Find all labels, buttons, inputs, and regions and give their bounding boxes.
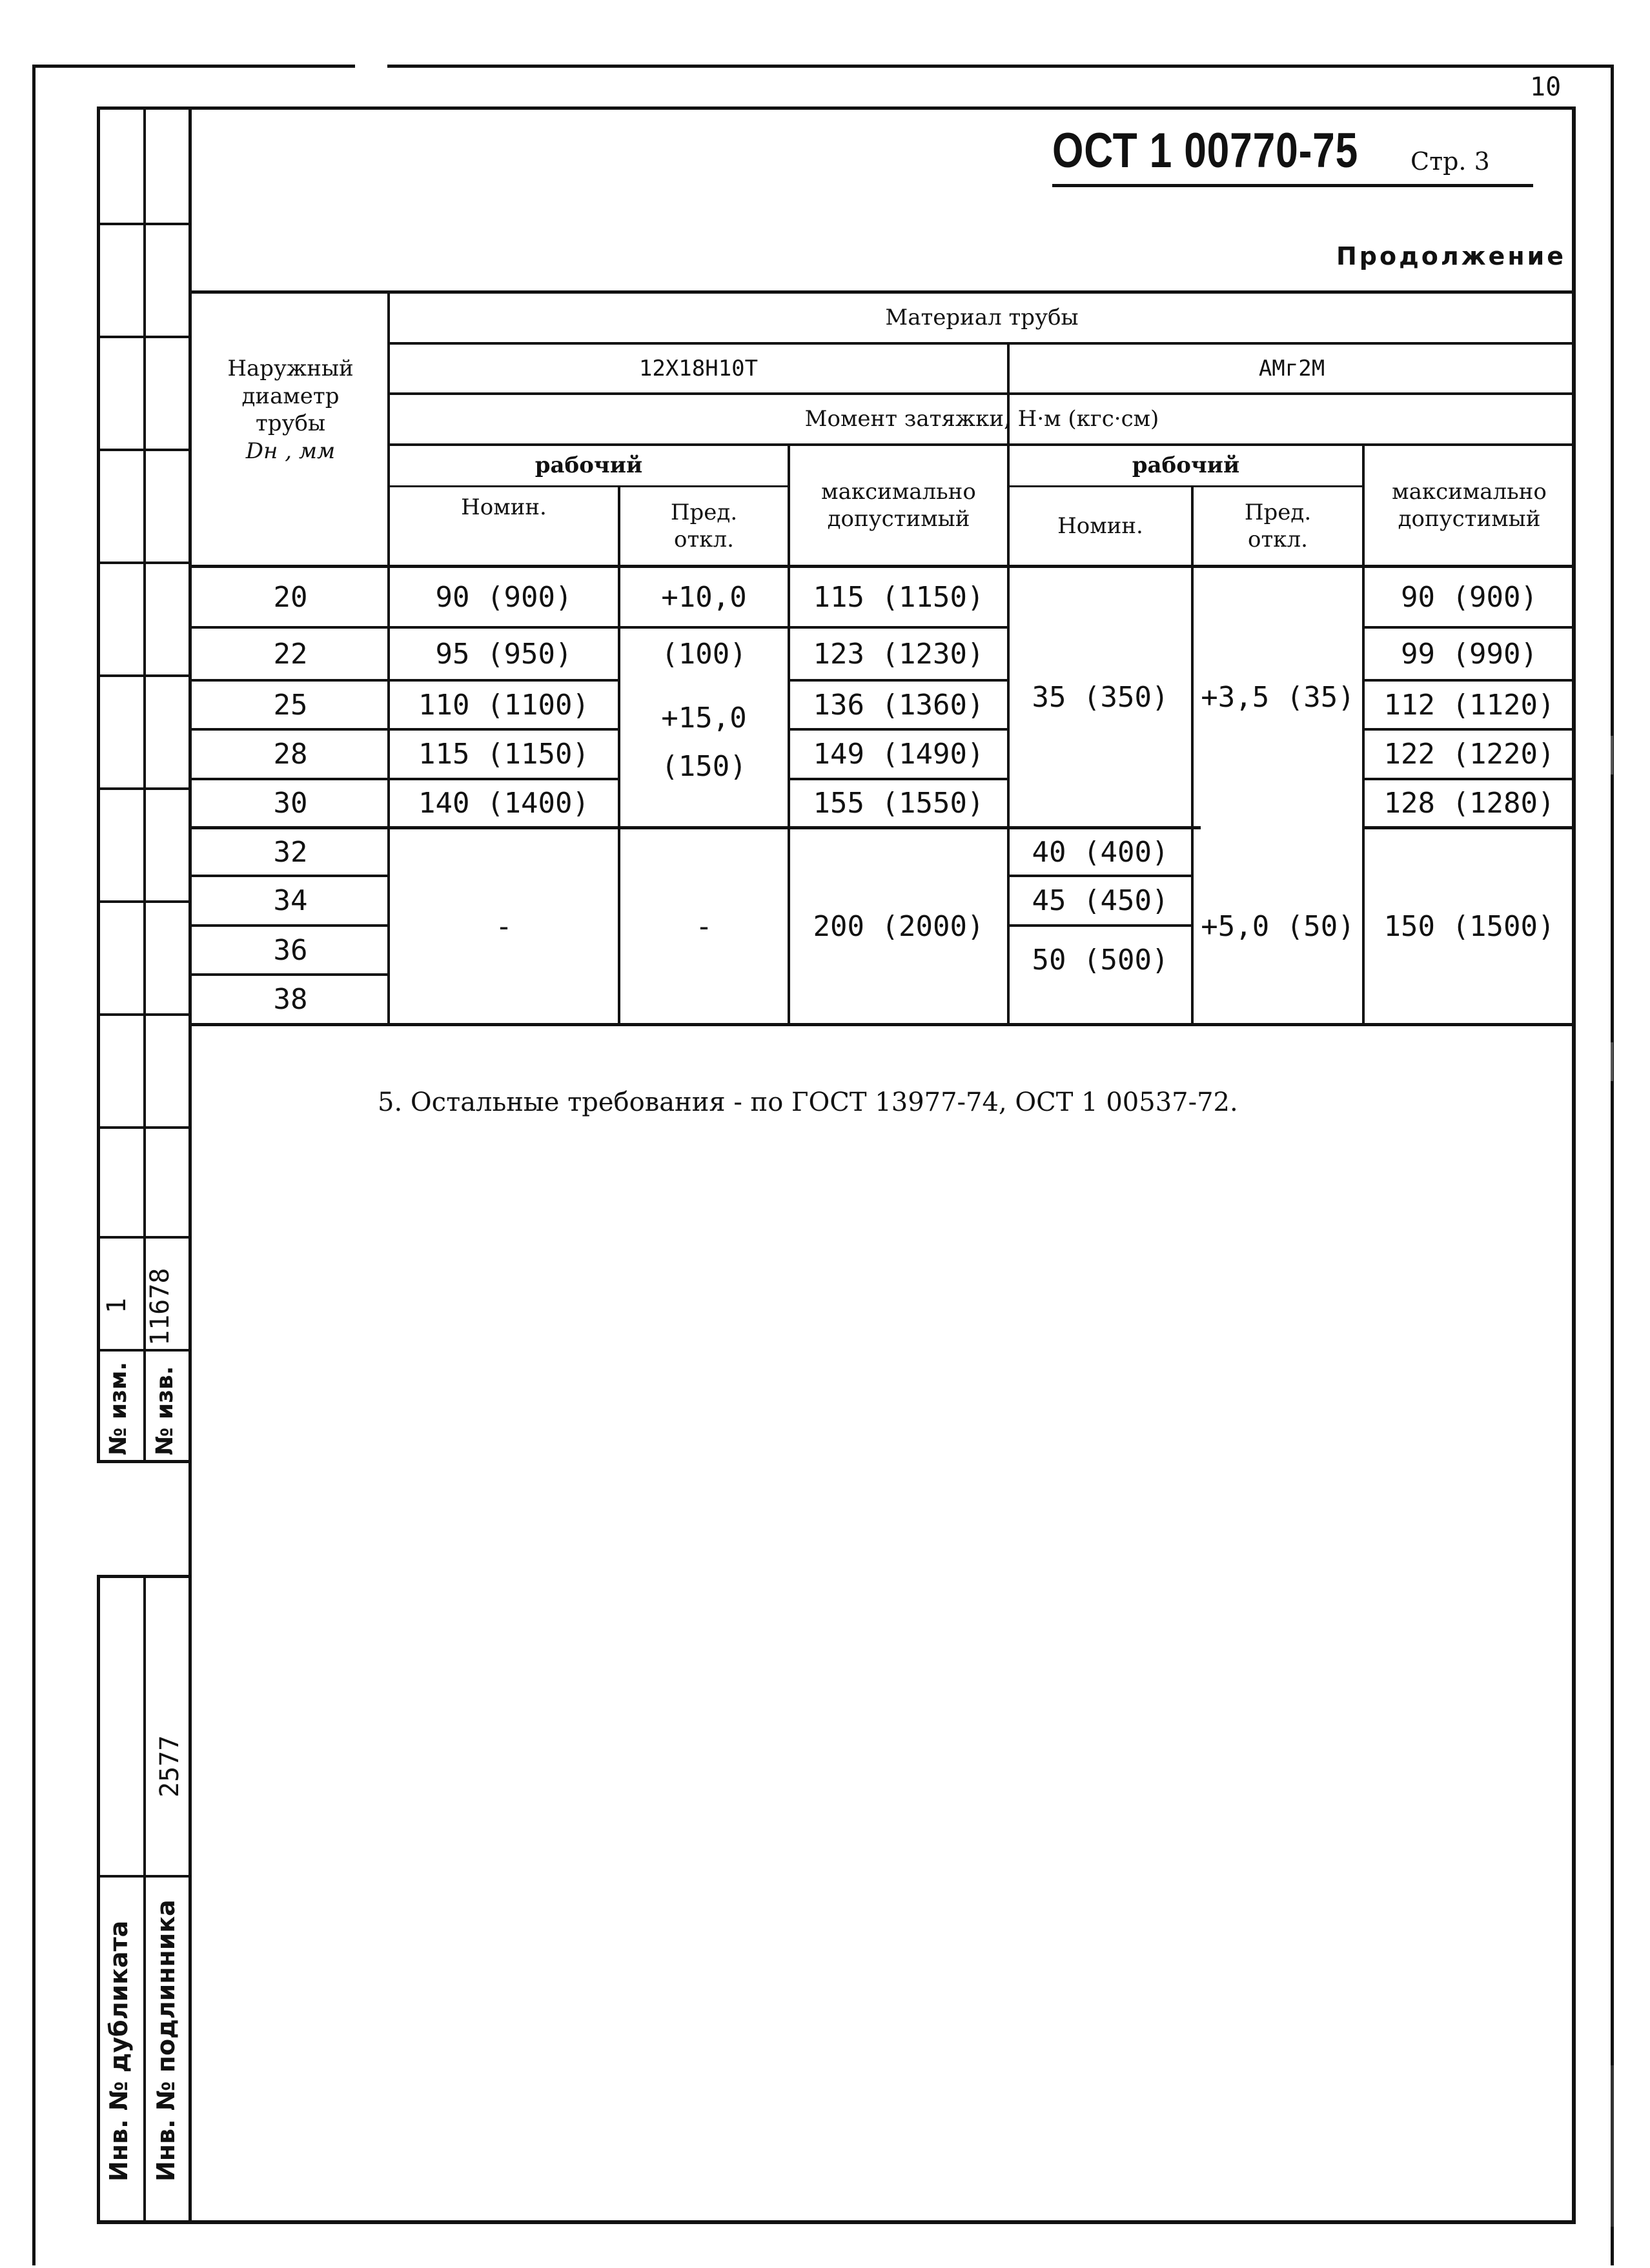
duplicate-inventory-label: Инв. № дубликата bbox=[105, 1920, 133, 2182]
alloy-max-cell: 128 (1280) bbox=[1383, 787, 1555, 820]
margin-tick bbox=[97, 1013, 190, 1016]
steel-max-cell: 136 (1360) bbox=[813, 688, 984, 722]
alloy-max-large-cell: 150 (1500) bbox=[1383, 909, 1555, 943]
inner-frame-main-left bbox=[188, 106, 192, 2223]
alloy-tolerance-large-cell: +5,0 (50) bbox=[1201, 909, 1355, 943]
scan-mark bbox=[1611, 1042, 1613, 1081]
steel-nominal-cell: 140 (1400) bbox=[418, 787, 589, 820]
inner-frame-top bbox=[97, 106, 1575, 110]
steel-nominal-cell: 90 (900) bbox=[435, 580, 573, 614]
margin-tick bbox=[97, 674, 190, 677]
alloy-nominal-large-cell: 50 (500) bbox=[1032, 943, 1169, 977]
alloy-max-cell: 90 (900) bbox=[1401, 580, 1538, 614]
standard-code-underline bbox=[1052, 184, 1533, 187]
alloy-max-cell: 99 (990) bbox=[1401, 637, 1538, 671]
continuation-label: Продолжение bbox=[1336, 242, 1566, 270]
margin-tick bbox=[97, 336, 190, 338]
steel-working-header: рабочий bbox=[535, 452, 643, 479]
margin-tick bbox=[97, 449, 190, 451]
change-number-label: № изм. bbox=[105, 1361, 132, 1455]
margin-tick bbox=[97, 787, 190, 790]
diameter-header-text: Наружный диаметр трубы bbox=[227, 356, 354, 436]
diameter-cell: 22 bbox=[273, 637, 308, 671]
steel-nominal-large-cell: - bbox=[495, 909, 513, 943]
change-number-value: 1 bbox=[102, 1297, 132, 1313]
torque-header: Момент затяжки, Н·м (кгс·см) bbox=[804, 406, 1159, 432]
diameter-cell: 28 bbox=[273, 738, 308, 771]
steel-tolerance-cell: (100) bbox=[661, 637, 747, 671]
top-border-right bbox=[387, 65, 1614, 68]
material-header: Материал трубы bbox=[885, 305, 1079, 331]
alloy-working-header: рабочий bbox=[1132, 452, 1240, 479]
inner-frame-bottom bbox=[188, 2220, 1576, 2224]
diameter-cell: 32 bbox=[273, 835, 308, 869]
diameter-cell: 20 bbox=[273, 580, 308, 614]
scan-mark bbox=[1611, 736, 1613, 775]
steel-max-header: максимально допустимый bbox=[821, 478, 976, 532]
top-border-left bbox=[32, 65, 355, 68]
margin-tick bbox=[97, 223, 190, 225]
margin-tick bbox=[97, 1236, 190, 1239]
alloy-nominal-large-cell: 40 (400) bbox=[1032, 835, 1169, 869]
steel-max-cell: 149 (1490) bbox=[813, 738, 984, 771]
alloy-nominal-header: Номин. bbox=[1057, 512, 1143, 539]
alloy-tolerance-small-cell: +3,5 (35) bbox=[1201, 680, 1355, 714]
diameter-cell: 30 bbox=[273, 787, 308, 820]
notice-number-value: 11678 bbox=[145, 1268, 175, 1346]
steel-tolerance-cell: (150) bbox=[661, 750, 747, 783]
diameter-cell: 34 bbox=[273, 884, 308, 917]
steel-max-cell: 155 (1550) bbox=[813, 787, 984, 820]
inventory-stamp-left bbox=[97, 1575, 100, 2223]
inner-frame-left-outer bbox=[97, 106, 100, 1462]
alloy-max-cell: 122 (1220) bbox=[1383, 738, 1555, 771]
steel-grade-header: 12Х18Н10Т bbox=[638, 355, 759, 381]
alloy-grade-header: АМг2М bbox=[1258, 355, 1325, 381]
sheet-number: 10 bbox=[1530, 72, 1562, 102]
scan-mark bbox=[1611, 2065, 1614, 2227]
steel-nominal-cell: 95 (950) bbox=[435, 637, 573, 671]
diameter-cell: 25 bbox=[273, 688, 308, 722]
original-inventory-label: Инв. № подлинника bbox=[152, 1899, 180, 2182]
diameter-header bbox=[194, 356, 387, 464]
steel-nominal-cell: 115 (1150) bbox=[418, 738, 589, 771]
inventory-stamp-mid bbox=[143, 1575, 146, 2223]
margin-tick bbox=[97, 900, 190, 903]
left-border bbox=[32, 65, 36, 2265]
steel-nominal-header: Номин. bbox=[461, 494, 547, 520]
right-border bbox=[1611, 65, 1614, 2265]
margin-tick bbox=[97, 562, 190, 564]
steel-tolerance-cell: +15,0 bbox=[661, 702, 747, 734]
steel-tolerance-cell: +10,0 bbox=[661, 580, 747, 614]
page-label: Стр. 3 bbox=[1411, 147, 1490, 176]
table-bottom-rule bbox=[190, 1023, 1574, 1026]
steel-max-cell: 115 (1150) bbox=[813, 580, 984, 614]
notice-number-label: № изв. bbox=[152, 1366, 178, 1455]
margin-tick bbox=[97, 1349, 190, 1352]
alloy-max-header: максимально допустимый bbox=[1392, 478, 1547, 532]
margin-tick bbox=[97, 1460, 190, 1463]
steel-tolerance-large-cell: - bbox=[695, 909, 713, 943]
standard-code: ОСТ 1 00770-75 bbox=[1052, 123, 1359, 178]
diameter-unit: Dн , мм bbox=[245, 438, 336, 464]
alloy-nominal-small-cell: 35 (350) bbox=[1032, 680, 1169, 714]
inventory-stamp-divider bbox=[97, 1875, 190, 1878]
margin-tick bbox=[97, 1126, 190, 1129]
inventory-stamp-bottom bbox=[97, 2220, 190, 2224]
alloy-tolerance-header: Пред. откл. bbox=[1244, 499, 1312, 552]
alloy-max-cell: 112 (1120) bbox=[1383, 688, 1555, 722]
steel-tolerance-header: Пред. откл. bbox=[670, 499, 738, 552]
steel-max-cell: 123 (1230) bbox=[813, 637, 984, 671]
steel-nominal-cell: 110 (1100) bbox=[418, 688, 589, 722]
steel-max-large-cell: 200 (2000) bbox=[813, 909, 984, 943]
original-inventory-number: 2577 bbox=[155, 1735, 185, 1797]
alloy-nominal-large-cell: 45 (450) bbox=[1032, 884, 1169, 917]
diameter-cell: 38 bbox=[273, 983, 308, 1016]
diameter-cell: 36 bbox=[273, 933, 308, 967]
requirements-note: 5. Остальные требования - по ГОСТ 13977-74, ОСТ 1 00537-72. bbox=[378, 1088, 1238, 1117]
